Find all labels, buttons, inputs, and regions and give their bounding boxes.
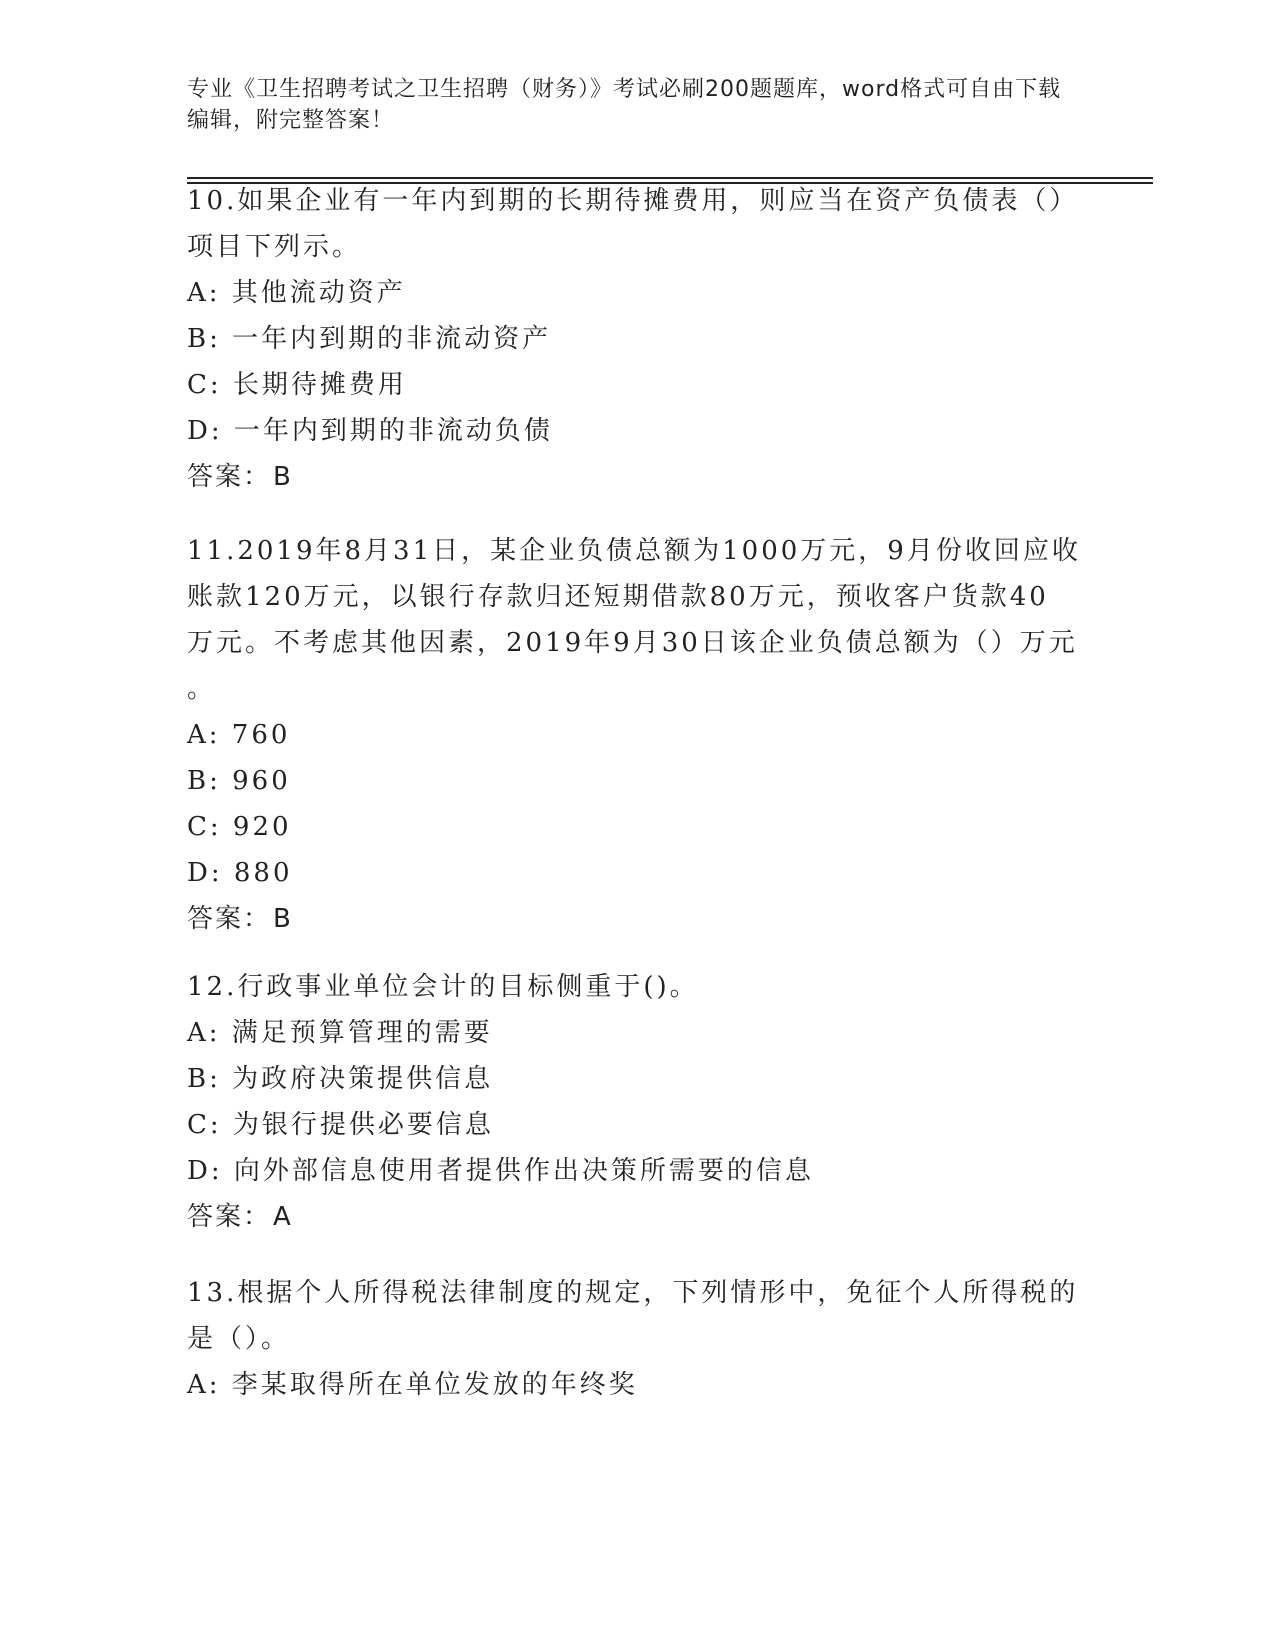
question-10: [187, 178, 1087, 500]
option-d: D: 880: [187, 858, 293, 888]
option-d: D: 一年内到期的非流动负债: [187, 416, 553, 446]
option-a: A: 760: [187, 720, 291, 750]
answer-value: B: [273, 462, 293, 492]
question-stem-line: 12.行政事业单位会计的目标侧重于()。: [187, 972, 699, 1002]
option-c: C: 920: [187, 812, 292, 842]
answer-label: 答案：: [187, 462, 272, 492]
option-b: B: 一年内到期的非流动资产: [187, 324, 552, 354]
option-b: B: 960: [187, 766, 291, 796]
option-d: D: 向外部信息使用者提供作出决策所需要的信息: [187, 1156, 814, 1186]
question-stem-line: 。: [187, 674, 217, 704]
answer-label: 答案：: [187, 1202, 272, 1232]
option-a: A: 其他流动资产: [187, 278, 406, 308]
answer-value: B: [273, 904, 293, 934]
question-stem-line: 账款120万元，以银行存款归还短期借款80万元，预收客户货款40: [187, 582, 1049, 612]
question-stem-line: 项目下列示。: [187, 232, 362, 262]
question-stem-line: 10.如果企业有一年内到期的长期待摊费用，则应当在资产负债表（）: [187, 186, 1079, 216]
answer: [187, 896, 1087, 942]
option-c: C: 长期待摊费用: [187, 370, 407, 400]
question-11: [187, 528, 1087, 942]
option-a: A: 满足预算管理的需要: [187, 1018, 493, 1048]
question-stem-line: 是（）。: [187, 1324, 291, 1354]
answer: [187, 1194, 1087, 1240]
option-b: B: 为政府决策提供信息: [187, 1064, 494, 1094]
option-c: C: 为银行提供必要信息: [187, 1110, 494, 1140]
answer-label: 答案：: [187, 904, 272, 934]
question-stem-line: 11.2019年8月31日，某企业负债总额为1000万元，9月份收回应收: [187, 536, 1081, 566]
question-12: [187, 964, 1087, 1240]
question-stem-line: 13.根据个人所得税法律制度的规定，下列情形中，免征个人所得税的: [187, 1278, 1079, 1308]
question-13: [187, 1270, 1087, 1408]
answer-value: A: [273, 1202, 293, 1232]
question-stem-line: 万元。不考虑其他因素，2019年9月30日该企业负债总额为（）万元: [187, 628, 1078, 658]
document-header: 专业《卫生招聘考试之卫生招聘（财务）》考试必刷200题题库，word格式可自由下载编辑，附完整答案！: [187, 77, 1062, 133]
option-a: A: 李某取得所在单位发放的年终奖: [187, 1370, 638, 1400]
answer: [187, 454, 1087, 500]
